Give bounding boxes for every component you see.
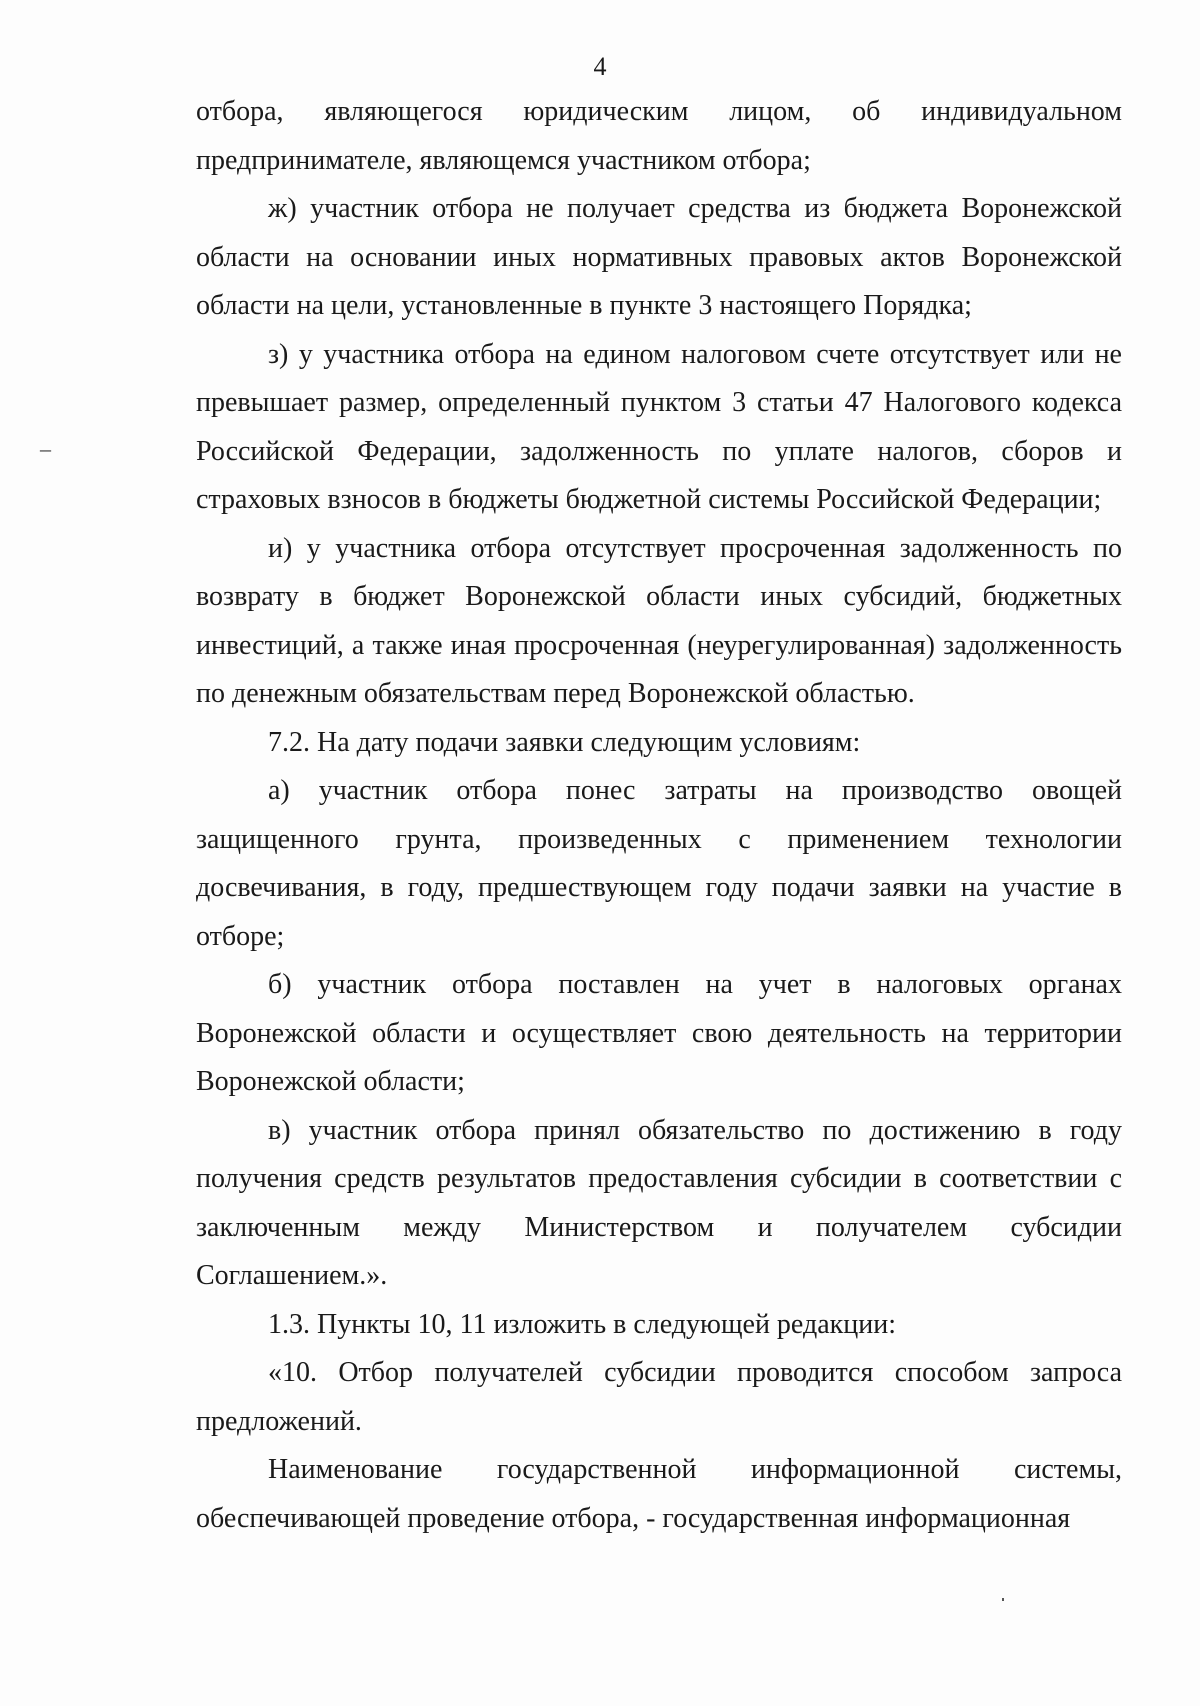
paragraph <box>196 88 1122 185</box>
text-line: страховых взносов в бюджеты бюджетной системы Российской Федерации; <box>196 484 1102 515</box>
paragraph <box>196 1301 1122 1350</box>
text-line: получения средств результатов предоставления субсидии в соответствии с <box>196 1163 1122 1194</box>
text-line: 1.3. Пункты 10, 11 изложить в следующей редакции: <box>268 1308 896 1340</box>
paragraph <box>196 1349 1122 1446</box>
text-line: отбора, являющегося юридическим лицом, об индивидуальном <box>196 96 1122 127</box>
paragraph <box>196 961 1122 1107</box>
text-line: превышает размер, определенный пунктом 3 статьи 47 Налогового кодекса <box>196 387 1122 418</box>
document-body <box>196 88 1122 1543</box>
text-line: области на основании иных нормативных правовых актов Воронежской <box>196 241 1122 273</box>
text-line: обеспечивающей проведение отбора, - государственная информационная <box>196 1502 1071 1534</box>
text-line: досвечивания, в году, предшествующем году подачи заявки на участие в <box>196 872 1122 903</box>
text-line: б) участник отбора поставлен на учет в налоговых органах <box>268 969 1122 1000</box>
text-line: инвестиций, а также иная просроченная (неурегулированная) задолженность <box>196 629 1122 661</box>
paragraph <box>196 767 1122 961</box>
text-line: предпринимателе, являющемся участником отбора; <box>196 144 811 176</box>
text-line: по денежным обязательствам перед Воронежской областью. <box>196 678 915 709</box>
paragraph <box>196 185 1122 331</box>
text-line: возврату в бюджет Воронежской области иных субсидий, бюджетных <box>196 581 1122 612</box>
text-line: а) участник отбора понес затраты на производство овощей <box>268 775 1122 806</box>
text-line: з) у участника отбора на едином налоговом счете отсутствует или не <box>268 338 1122 370</box>
text-line: Воронежской области; <box>196 1066 465 1097</box>
paragraph <box>196 331 1122 525</box>
scan-speck <box>1002 1598 1004 1601</box>
text-line: области на цели, установленные в пункте 3 настоящего Порядка; <box>196 290 972 321</box>
margin-mark: – <box>40 436 51 461</box>
text-line: Российской Федерации, задолженность по уплате налогов, сборов и <box>196 435 1122 467</box>
paragraph <box>196 1107 1122 1301</box>
text-line: предложений. <box>196 1405 362 1437</box>
text-line: заключенным между Министерством и получателем субсидии <box>196 1211 1122 1243</box>
page-number: 4 <box>593 52 607 81</box>
text-line: защищенного грунта, произведенных с применением технологии <box>196 823 1122 855</box>
text-line: Наименование государственной информационной системы, <box>268 1454 1122 1485</box>
text-line: в) участник отбора принял обязательство по достижению в году <box>268 1114 1122 1146</box>
text-line: 7.2. На дату подачи заявки следующим условиям: <box>268 726 861 758</box>
text-line: Воронежской области и осуществляет свою деятельность на территории <box>196 1017 1122 1049</box>
text-line: «10. Отбор получателей субсидии проводится способом запроса <box>268 1357 1122 1388</box>
paragraph <box>196 1446 1122 1543</box>
text-line: и) у участника отбора отсутствует просроченная задолженность по <box>268 532 1122 564</box>
text-line: Соглашением.». <box>196 1260 388 1291</box>
text-line: отборе; <box>196 920 285 952</box>
text-line: ж) участник отбора не получает средства из бюджета Воронежской <box>268 193 1122 224</box>
paragraph <box>196 525 1122 719</box>
paragraph <box>196 719 1122 768</box>
